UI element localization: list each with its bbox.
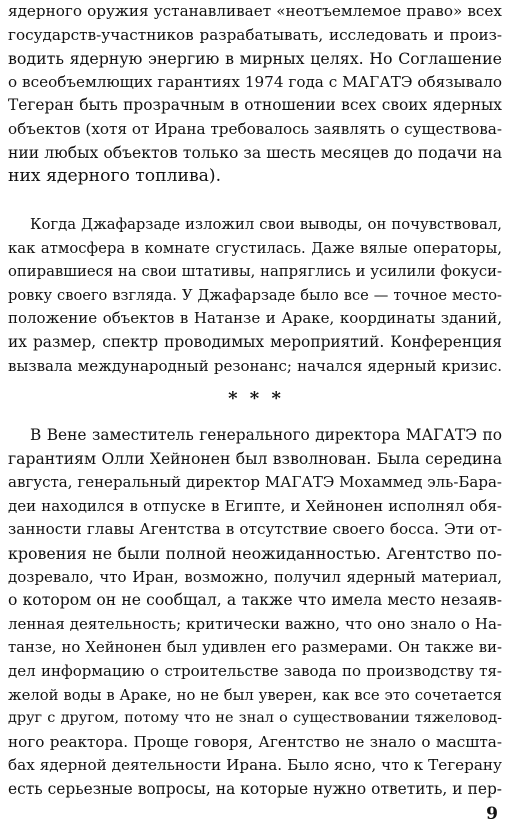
text-line: государств-участников разрабатывать, исследовать и произ- xyxy=(8,25,502,44)
text-line: желой воды в Араке, но не был уверен, как все это сочетается xyxy=(8,686,502,704)
text-line: есть серьезные вопросы, на которые нужно ответить, и пер- xyxy=(8,779,502,798)
text-line: о всеобъемлющих гарантиях 1974 года с МАГАТЭ обязывало xyxy=(8,72,502,91)
text-line: опиравшиеся на свои штативы, напряглись и усилили фокуси- xyxy=(8,263,502,281)
text-line: ровку своего взгляда. У Джафарзаде было все — точное место- xyxy=(8,286,502,304)
text-line: ленная деятельность; критически важно, что оно знало о На- xyxy=(8,614,502,633)
text-line: бах ядерной деятельности Ирана. Было ясно, что к Тегерану xyxy=(8,756,502,775)
text-line: кровения не были полной неожиданностью. Агентство по- xyxy=(8,543,502,563)
text-line: их размер, спектр проводимых мероприятий. Конференция xyxy=(8,332,502,351)
text-line: гарантиям Олли Хейнонен был взволнован. Была середина xyxy=(8,449,502,468)
text-line: танзе, но Хейнонен был удивлен его размерами. Он также ви- xyxy=(8,639,502,657)
text-line: друг с другом, потому что не знал о существовании тяжеловод- xyxy=(8,710,502,727)
text-line: дел информацию о строительстве завода по производству тя- xyxy=(8,661,502,680)
paragraph-1 xyxy=(8,0,502,189)
section-separator: * * * xyxy=(228,388,284,409)
text-line: занности главы Агентства в отсутствие своего босса. Эти от- xyxy=(8,520,502,539)
paragraph-3 xyxy=(8,424,502,802)
text-line: ядерного оружия устанавливает «неотъемлемое право» всех xyxy=(8,2,502,20)
text-line: объектов (хотя от Ирана требовалось заявлять о существова- xyxy=(8,119,502,138)
text-line: дозревало, что Иран, возможно, получил ядерный материал, xyxy=(8,567,502,586)
text-line: нии любых объектов только за шесть месяцев до подачи на xyxy=(8,143,502,162)
text-line: о котором он не сообщал, а также что имела место незаяв- xyxy=(8,591,502,610)
text-line: положение объектов в Натанзе и Араке, координаты зданий, xyxy=(8,309,502,328)
text-line: В Вене заместитель генерального директора МАГАТЭ по xyxy=(30,426,502,444)
paragraph-2 xyxy=(8,213,502,378)
text-line: водить ядерную энергию в мирных целях. Но Соглашение xyxy=(8,49,502,69)
text-line: Когда Джафарзаде изложил свои выводы, он почувствовал, xyxy=(30,216,502,233)
text-line: как атмосфера в комнате сгустилась. Даже вялые операторы, xyxy=(8,239,502,257)
text-line: Тегеран быть прозрачным в отношении всех своих ядерных xyxy=(8,96,502,115)
text-line: августа, генеральный директор МАГАТЭ Мохаммед эль-Бара- xyxy=(8,473,502,492)
text-line: них ядерного топлива). xyxy=(8,166,222,187)
text-line: вызвала международный резонанс; начался ядерный кризис. xyxy=(8,356,502,375)
text-line: ного реактора. Проще говоря, Агентство не знало о масшта- xyxy=(8,732,502,751)
text-line: деи находился в отпуске в Египте, и Хейнонен исполнял обя- xyxy=(8,496,502,515)
page-number: 9 xyxy=(486,804,498,824)
